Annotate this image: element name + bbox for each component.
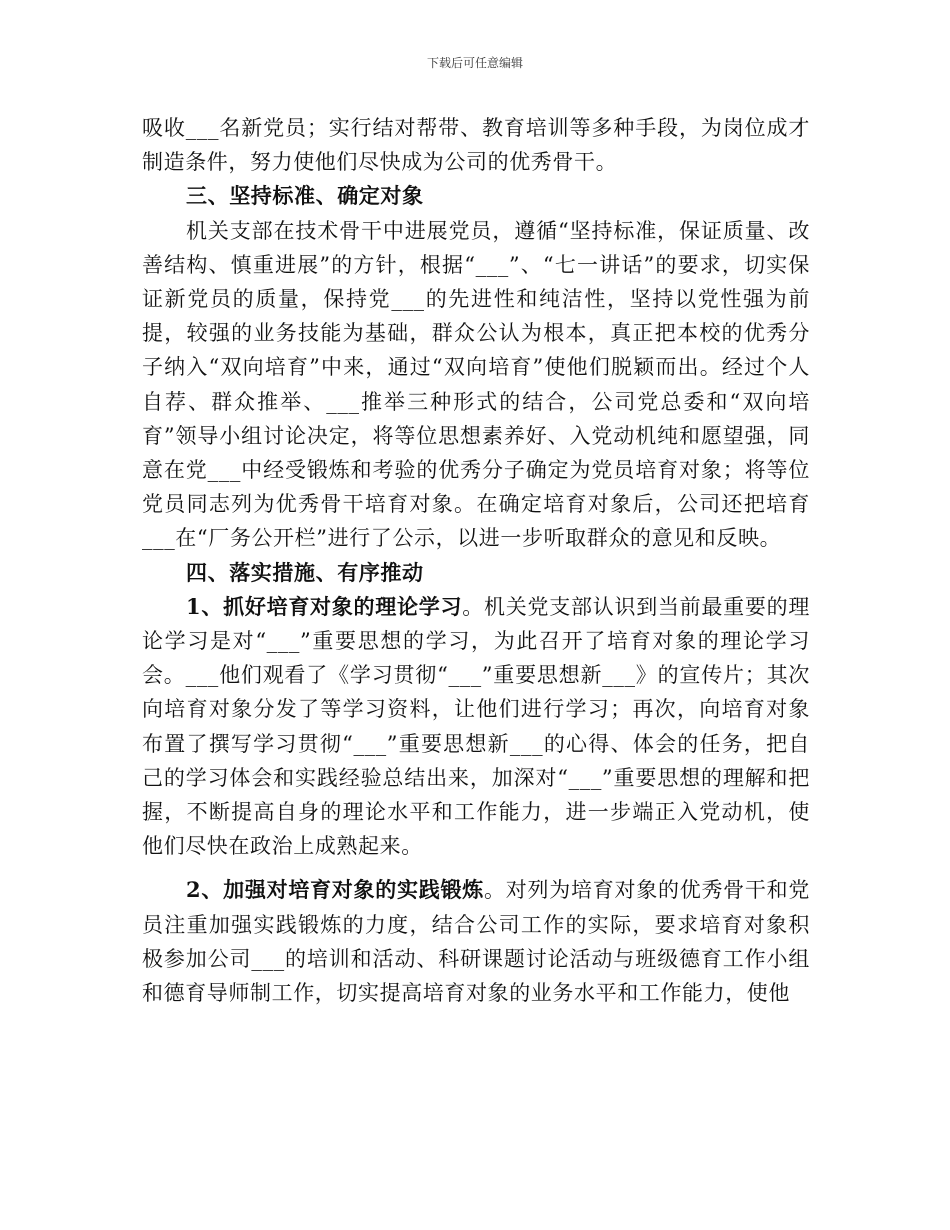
paragraph-standards: 机关支部在技术骨干中进展党员，遵循“坚持标准，保证质量、改善结构、慎重进展”的方针，根据“___”、“七一讲话”的要求，切实保证新党员的质量，保持党___的先进性和纯洁性，坚持以党性强为前提，较强的业务技能为基础，群众公认为根本，真正把本校的优秀分子纳入“双向培育”中来，通过“双向培育”使他们脱颖而出。经过个人自荐、群众推举、___推举三种形式的结合，公司党总委和“双向培育”领导小组讨论决定，将等位思想素养好、入党动机纯和愿望强，同意在党___中经受锻炼和考验的优秀分子确定为党员培育对象；将等位党员同志列为优秀骨干培育对象。在确定培育对象后，公司还把培育___在“厂务公开栏”进行了公示，以进一步听取群众的意见和反映。 (142, 218, 810, 551)
item-2-body: 。对列为培育对象的优秀骨干和党员注重加强实践锻炼的力度，结合公司工作的实际，要求培育对象积极参加公司___的培训和活动、科研课题讨论活动与班级德育工作小组和德育导师制工作，切实提高培育对象的业务水平和工作能力，使他 (142, 878, 811, 1006)
paragraph-item-1 (142, 590, 810, 864)
page-header: 下载后可任意编辑 (426, 56, 523, 70)
item-1-body: 。机关党支部认识到当前最重要的理论学习是对“___”重要思想的学习，为此召开了培育对象的理论学习会。___他们观看了《学习贯彻“___”重要思想新___》的宣传片；其次向培育对象分发了等学习资料，让他们进行学习；再次，向培育对象布置了撰写学习贯彻“___”重要思想新___的心得、体会的任务，把自己的学习体会和实践经验总结出来，加深对“___”重要思想的理解和把握，不断提高自身的理论水平和工作能力，进一步端正入党动机，使他们尽快在政治上成熟起来。 (142, 594, 810, 859)
section-heading-3: 三、坚持标准、确定对象 (186, 183, 424, 209)
item-1-lead: 1、抓好培育对象的理论学习 (186, 593, 463, 619)
paragraph-continuation: 吸收___名新党员；实行结对帮带、教育培训等多种手段，为岗位成才制造条件，努力使他们尽快成为公司的优秀骨干。 (142, 116, 810, 175)
section-heading-4: 四、落实措施、有序推动 (186, 559, 424, 585)
item-2-lead: 2、加强对培育对象的实践锻炼 (186, 877, 485, 903)
document-body (142, 111, 810, 1010)
paragraph-item-2 (142, 873, 810, 1010)
